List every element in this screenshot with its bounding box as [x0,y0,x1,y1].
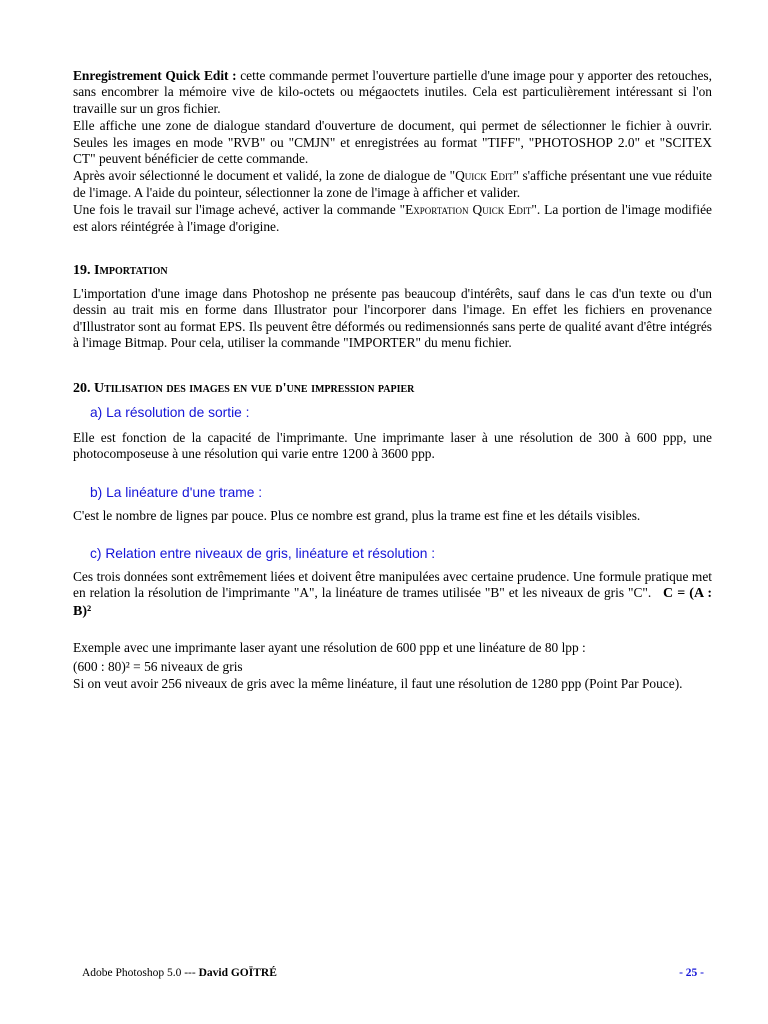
subsection-title-resolution: a) La résolution de sortie : [90,404,250,420]
example-conclusion: Si on veut avoir 256 niveaux de gris avec la même linéature, il faut une résolution de 1280 ppp (Point Par Pouce). [73,675,683,691]
lineature-paragraph: C'est le nombre de lignes par pouce. Plus ce nombre est grand, plus la trame est fine et les détails visibles. [73,507,641,523]
section-title-impression: 20. Utilisation des images en vue d'une impression papier [73,380,415,396]
resolution-paragraph: Elle est fonction de la capacité de l'imprimante. Une imprimante laser à une résolution de 300 à 600 ppp, une photocomposeuse à une résolution qui varie entre 1200 à 3600 ppp. [73,429,712,462]
section-title-importation: 19. Importation [73,263,168,279]
quick-edit-paragraph: Enregistrement Quick Edit : cette commande permet l'ouverture partielle d'une image pour y apporter des retouches, sans encombrer la mémoire vive de kilo-octets ou mégaoctets inutiles. Cela est particulièrement intéressant si l'on travaille sur un gros fichier. [73,68,712,116]
subsection-title-relation: c) Relation entre niveaux de gris, linéature et résolution : [90,545,436,561]
page-number: - 25 - [679,967,704,979]
footer-author: David GOÏTRÉ [198,967,277,979]
document-body [73,68,712,692]
example-line: Exemple avec une imprimante laser ayant une résolution de 600 ppp et une linéature de 80 lpp : [73,640,586,656]
quick-edit-term: Enregistrement Quick Edit : [73,68,237,83]
relation-paragraph: Ces trois données sont extrêmement liées et doivent être manipulées avec certaine prudence. Une formule pratique met en relation la résolution de l'imprimante "A", la linéature de trames utilisée "B" et les niveaux de gris "C". C = (A : B)² [73,568,713,619]
export-paragraph: Une fois le travail sur l'image achevé, activer la commande "Exportation Quick Edit". La portion de l'image modifiée est alors réintégrée à l'image d'origine. [73,202,712,234]
importation-paragraph: L'importation d'une image dans Photoshop ne présente pas beaucoup d'intérêts, sauf dans le cas d'un texte ou d'un dessin au trait mis en forme dans Illustrator pour l'incorporer dans l'image. En effet les fichiers en provenance d'Illustrator sont au format EPS. Ils peuvent être déformés ou redimensionnés sans perte de qualité avant d'être intégrés à l'image Bitmap. Pour cela, utiliser la commande "IMPORTER" du menu fichier. [73,286,712,351]
page-footer [82,967,704,979]
example-result: (600 : 80)² = 56 niveaux de gris [73,658,243,674]
dialog-paragraph: Elle affiche une zone de dialogue standard d'ouverture de document, qui permet de sélectionner le fichier à ouvrir. Seules les images en mode "RVB" ou "CMJN" et enregistrées au format "TIFF", "PHOTOSHOP 2.0" et "SCITEX CT" peuvent bénéficier de cette commande. [73,118,712,167]
selection-paragraph: Après avoir sélectionné le document et validé, la zone de dialogue de "Quick Edit" s'affiche présentant une vue réduite de l'image. A l'aide du pointeur, sélectionner la zone de l'image à afficher et valider. [73,168,712,200]
footer-credit: Adobe Photoshop 5.0 --- David GOÏTRÉ [82,967,277,979]
formula: C = (A : B)² [73,586,713,619]
subsection-title-lineature: b) La linéature d'une trame : [90,484,263,500]
